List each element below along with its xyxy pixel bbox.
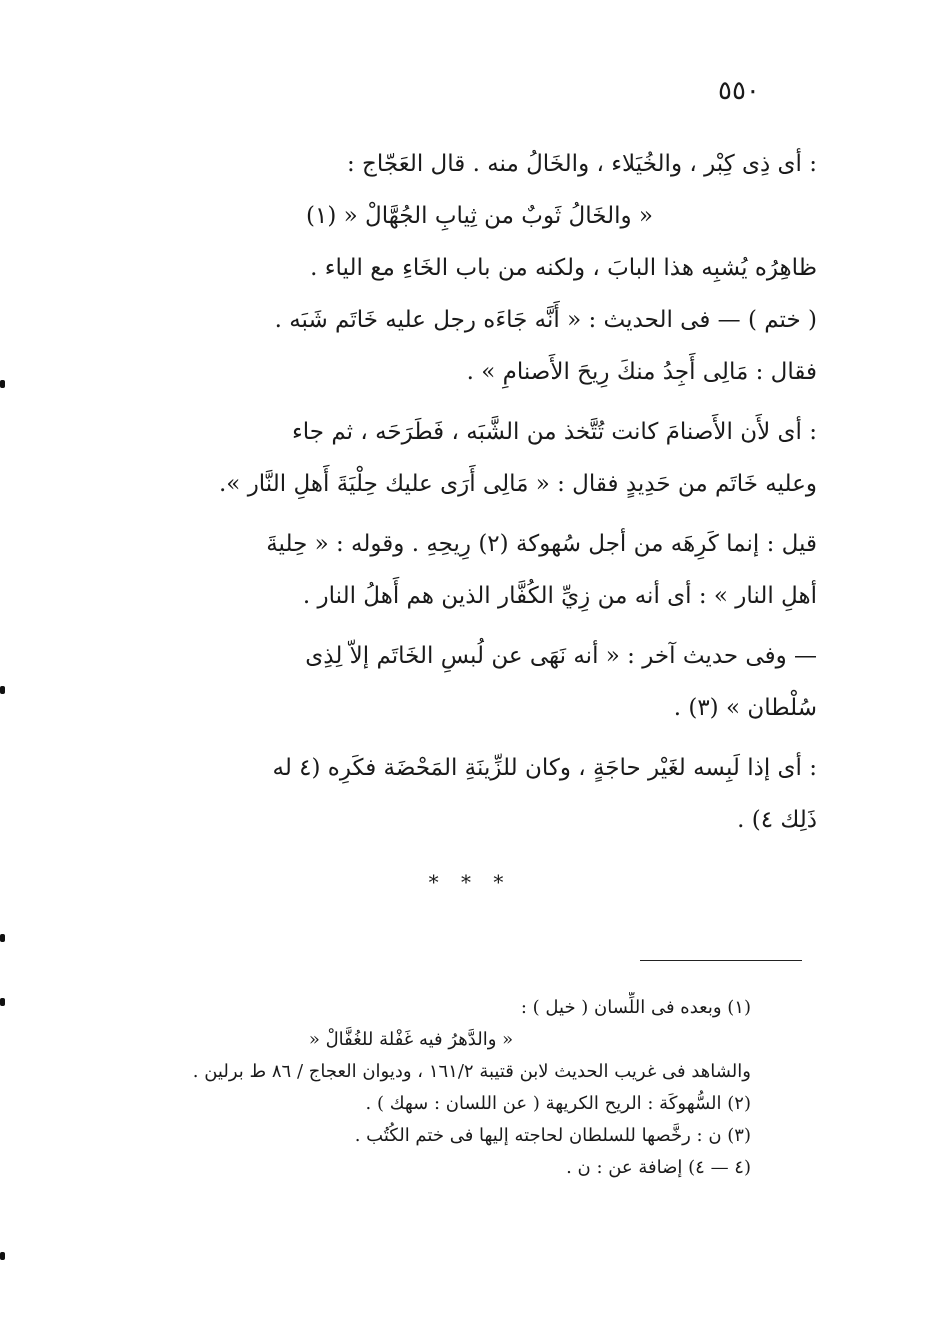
text-line-5: فقال : مَالِى أَجِدُ منكَ رِيحَ الأَصنامِ » . — [466, 359, 817, 385]
verse-line: « والخَالُ ثَوبٌ من ثِيابِ الجُهَّالْ « (١) — [305, 203, 654, 229]
text-line-12: : أى إذا لَبِسه لغَيْر حاجَةٍ ، وكان للزِّينَةِ المَحْضَة فكَرِه (٤ له — [272, 755, 817, 781]
footnote-rule — [640, 960, 802, 961]
section-separator-stars: * * * — [428, 870, 512, 894]
margin-mark — [0, 380, 5, 388]
footnote-1: (١) وبعده فى اللِّسان ( خيل ) : — [520, 997, 751, 1018]
footnote-3: (٣) ن : رخَّصها للسلطان لحاجته إليها فى ختم الكُتُب . — [354, 1125, 751, 1146]
footnote-2: (٢) السُّهوكَة : الريح الكريهة ( عن اللسان : سهك ) . — [365, 1093, 751, 1114]
text-line-10: — وفى حديث آخر : « أنه نَهَى عن لُبسِ الخَاتَم إلاّ لِذِى — [305, 643, 817, 669]
margin-mark — [0, 686, 5, 694]
text-line-8: قيل : إنما كَرِهَه من أجل سُهوكة (٢) رِيحِهِ . وقوله : « حِليةَ — [266, 531, 817, 557]
text-line-11: سُلْطان » (٣) . — [673, 695, 817, 721]
text-line-6: : أى لأَن الأَصنامَ كانت تُتَّخذ من الشَّبَه ، فَطَرَحَه ، ثم جاء — [291, 419, 817, 445]
text-line-3: ظاهِرُه يُشبِه هذا البابَ ، ولكنه من باب الخَاءِ مع الياء . — [310, 255, 817, 281]
main-text — [142, 138, 817, 846]
text-line-1: : أى ذِى كِبْر ، والخُيَلاء ، والخَالُ منه . قال العَجّاج : — [346, 151, 817, 177]
text-line-7: وعليه خَاتَم من حَدِيدٍ فقال : « مَالِى أَرَى عليك حِلْيَةَ أَهلِ النَّار ». — [219, 471, 817, 497]
margin-mark — [0, 934, 5, 942]
text-line-13: ذَلِك ٤) . — [737, 807, 817, 833]
footnote-1-verse: « والدَّهرُ فيه غَفْلة للغُفَّالْ « — [308, 1029, 514, 1050]
entry-khatm-heading-line: ( ختم ) — فى الحديث : « أَنَّه جَاءَه رجل عليه خَاتَم شَبَه . — [274, 307, 817, 333]
footnote-1-source: والشاهد فى غريب الحديث لابن قتيبة ١٦١/٢ ، وديوان العجاج / ٨٦ ط برلين . — [192, 1061, 751, 1082]
text-line-9: أهلِ النار » : أى أنه من زِيِّ الكُفَّار الذين هم أَهلُ النار . — [302, 583, 817, 609]
margin-mark — [0, 1252, 5, 1260]
footnotes — [131, 992, 751, 1184]
margin-mark — [0, 998, 5, 1006]
page-number: ٥٥٠ — [718, 76, 760, 106]
footnote-4: (٤ — ٤) إضافة عن : ن . — [566, 1157, 751, 1178]
